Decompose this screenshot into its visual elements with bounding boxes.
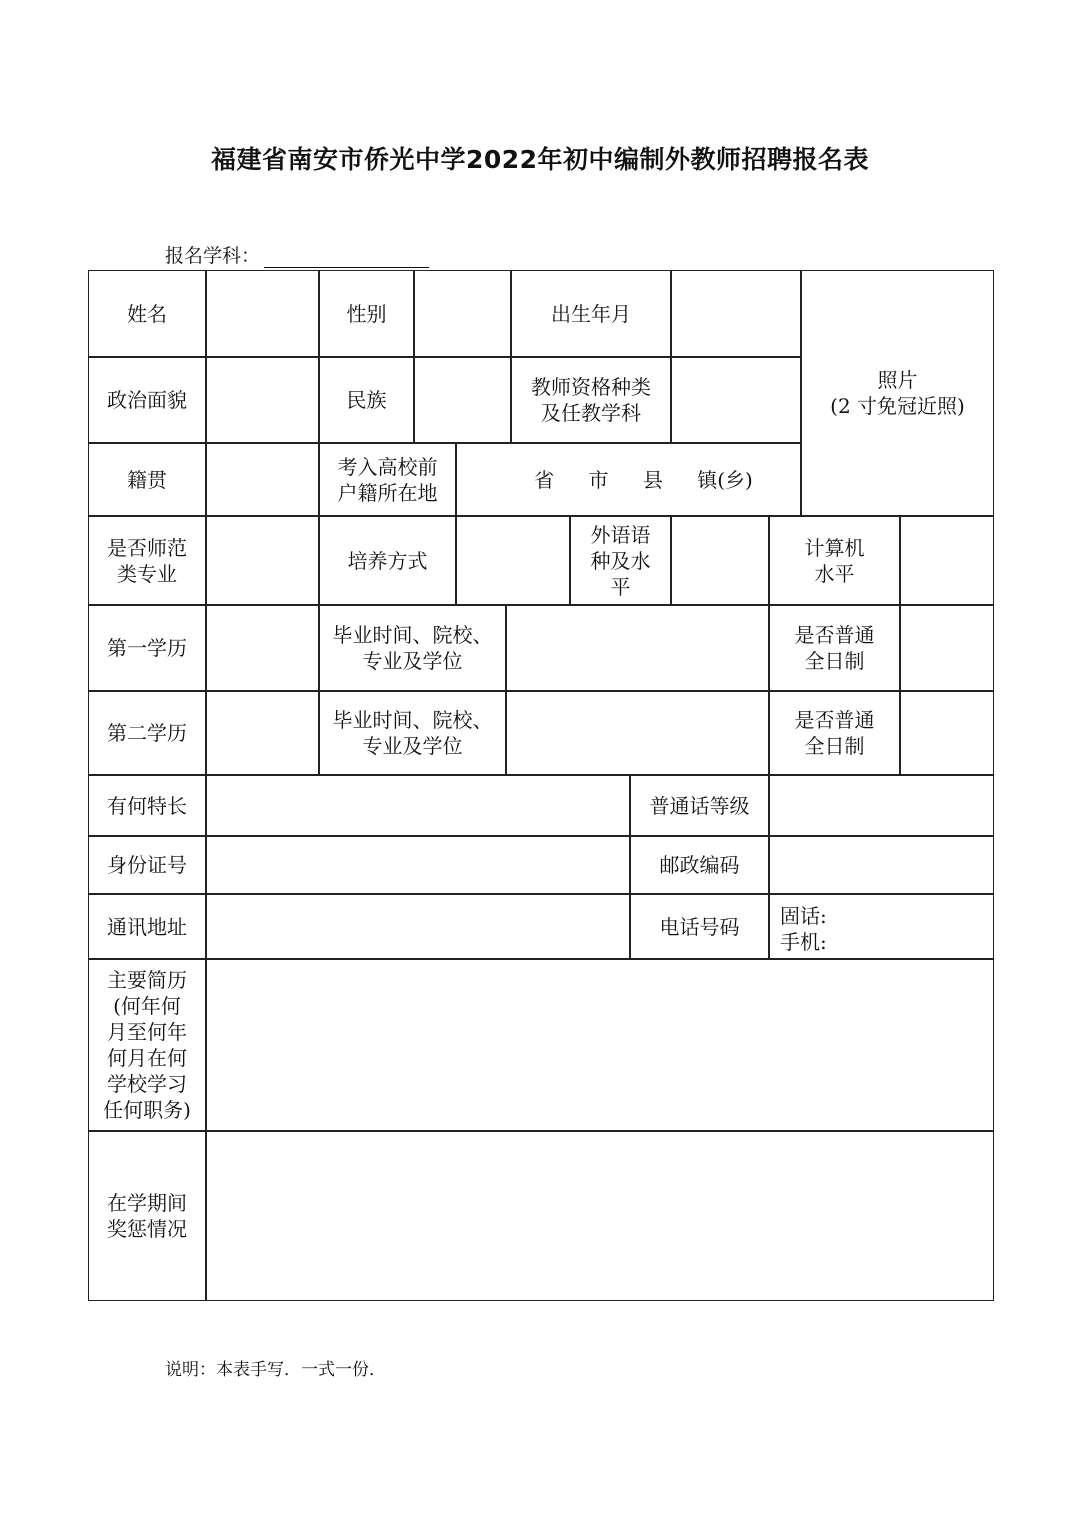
label-edu2-grad xyxy=(319,691,506,775)
computer-line1: 计算机 xyxy=(804,535,865,560)
field-household-address[interactable] xyxy=(456,443,801,516)
lang-line2: 种及水 xyxy=(590,548,651,573)
addr-town: 镇(乡) xyxy=(697,467,753,492)
label-native-place: 籍贯 xyxy=(88,443,206,516)
field-political[interactable] xyxy=(206,357,319,443)
field-edu2[interactable] xyxy=(206,691,319,775)
field-specialty[interactable] xyxy=(206,775,630,836)
resume-line2: (何年何 xyxy=(113,994,181,1018)
field-mandarin[interactable] xyxy=(769,775,994,836)
field-edu1[interactable] xyxy=(206,605,319,691)
field-gender[interactable] xyxy=(414,270,511,357)
label-ethnicity: 民族 xyxy=(319,357,414,443)
label-household xyxy=(319,443,456,516)
field-foreign-language[interactable] xyxy=(671,516,769,605)
form-title: 福建省南安市侨光中学2022年初中编制外教师招聘报名表 xyxy=(210,145,870,174)
label-id-number: 身份证号 xyxy=(88,836,206,894)
field-normal-major[interactable] xyxy=(206,516,319,605)
field-native-place[interactable] xyxy=(206,443,319,516)
field-edu1-fulltime[interactable] xyxy=(900,605,994,691)
field-ethnicity[interactable] xyxy=(414,357,511,443)
field-postcode[interactable] xyxy=(769,836,994,894)
addr-city: 市 xyxy=(588,467,609,492)
label-teacher-cert xyxy=(511,357,671,443)
edu2-fulltime-line2: 全日制 xyxy=(804,734,865,758)
label-foreign-language xyxy=(570,516,671,605)
field-computer[interactable] xyxy=(900,516,994,605)
resume-line3: 月至何年 xyxy=(107,1020,187,1044)
resume-line4: 何月在何 xyxy=(107,1046,187,1070)
form-note: 说明：本表手写．一式一份． xyxy=(165,1360,386,1380)
field-teacher-cert[interactable] xyxy=(671,357,801,443)
addr-province: 省 xyxy=(534,467,555,492)
lang-line1: 外语语 xyxy=(590,522,651,547)
field-phone[interactable] xyxy=(769,894,994,959)
subject-label: 报名学科： xyxy=(165,245,261,267)
awards-line2: 奖惩情况 xyxy=(107,1217,187,1241)
photo-label: 照片 xyxy=(877,368,918,392)
teacher-cert-line2: 及任教学科 xyxy=(541,401,641,425)
label-address: 通讯地址 xyxy=(88,894,206,959)
label-normal-major xyxy=(88,516,206,605)
addr-county: 县 xyxy=(642,467,663,492)
resume-line5: 学校学习 xyxy=(107,1072,187,1096)
household-line2: 户籍所在地 xyxy=(337,480,438,505)
awards-line1: 在学期间 xyxy=(107,1191,187,1215)
computer-line2: 水平 xyxy=(814,561,855,586)
field-edu2-grad[interactable] xyxy=(506,691,769,775)
field-resume[interactable] xyxy=(206,959,994,1131)
label-mandarin: 普通话等级 xyxy=(630,775,769,836)
household-line1: 考入高校前 xyxy=(337,454,438,479)
normal-major-line2: 类专业 xyxy=(117,561,177,586)
edu2-fulltime-line1: 是否普通 xyxy=(794,708,875,732)
field-birth[interactable] xyxy=(671,270,801,357)
label-gender: 性别 xyxy=(319,270,414,357)
edu1-grad-line2: 专业及学位 xyxy=(362,649,463,673)
label-phone: 电话号码 xyxy=(630,894,769,959)
label-political: 政治面貌 xyxy=(88,357,206,443)
label-resume xyxy=(88,959,206,1131)
edu2-grad-line1: 毕业时间、院校、 xyxy=(332,708,493,732)
mobile-label: 手机: xyxy=(780,930,827,954)
label-computer xyxy=(769,516,900,605)
label-training: 培养方式 xyxy=(319,516,456,605)
label-edu1-grad xyxy=(319,605,506,691)
landline-label: 固话: xyxy=(780,904,827,928)
label-postcode: 邮政编码 xyxy=(630,836,769,894)
field-name[interactable] xyxy=(206,270,319,357)
field-edu1-grad[interactable] xyxy=(506,605,769,691)
edu1-fulltime-line1: 是否普通 xyxy=(794,623,875,647)
field-edu2-fulltime[interactable] xyxy=(900,691,994,775)
label-awards xyxy=(88,1131,206,1301)
teacher-cert-line1: 教师资格种类 xyxy=(531,375,651,399)
resume-line1: 主要简历 xyxy=(107,968,187,992)
lang-line3: 平 xyxy=(610,574,631,599)
label-edu1-fulltime xyxy=(769,605,900,691)
field-id-number[interactable] xyxy=(206,836,630,894)
label-specialty: 有何特长 xyxy=(88,775,206,836)
label-birth: 出生年月 xyxy=(511,270,671,357)
edu2-grad-line2: 专业及学位 xyxy=(362,734,463,758)
photo-size-label: (2 寸免冠近照) xyxy=(830,394,965,418)
field-training[interactable] xyxy=(456,516,570,605)
label-name: 姓名 xyxy=(88,270,206,357)
field-awards[interactable] xyxy=(206,1131,994,1301)
edu1-grad-line1: 毕业时间、院校、 xyxy=(332,623,493,647)
edu1-fulltime-line2: 全日制 xyxy=(804,649,865,673)
label-edu2-fulltime xyxy=(769,691,900,775)
label-edu1: 第一学历 xyxy=(88,605,206,691)
normal-major-line1: 是否师范 xyxy=(107,535,187,560)
resume-line6: 任何职务) xyxy=(103,1098,191,1122)
photo-box[interactable] xyxy=(801,270,994,516)
field-address[interactable] xyxy=(206,894,630,959)
label-edu2: 第二学历 xyxy=(88,691,206,775)
